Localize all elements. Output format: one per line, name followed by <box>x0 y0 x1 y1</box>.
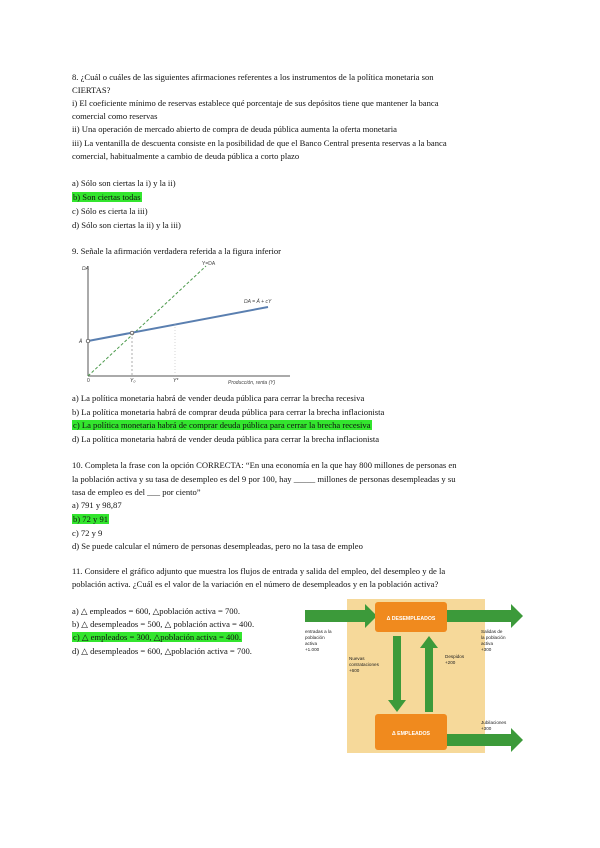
graph-origin-label: 0 <box>87 378 90 384</box>
graph-y-label: DA <box>82 266 89 272</box>
q8-statement-iii-line2: comercial, habitualmente a cambio de deuda pública a corto plazo <box>72 151 300 161</box>
outflow-label-4: +300 <box>481 647 492 652</box>
graph-da-label: DA = Ā + cY <box>244 299 272 305</box>
q9-option-d[interactable]: d) La política monetaria habrá de vender deuda pública para cerrar la brecha inflacionista <box>72 434 380 444</box>
layoffs-label-2: +200 <box>445 660 456 665</box>
q9-option-b[interactable]: b) La política monetaria habrá de comprar deuda pública para cerrar la brecha inflacionista <box>72 407 385 417</box>
graph-intercept-label: Ā <box>79 339 83 345</box>
outflow-label-1: Salidas de <box>481 629 503 634</box>
inflow-arrow <box>305 604 377 628</box>
q9-keynesian-cross-graph <box>78 258 303 390</box>
layoffs-label-1: Despidos <box>445 654 465 659</box>
q11-stem-line1: 11. Considere el gráfico adjunto que muestra los flujos de entrada y salida del empleo, del desempleo y de la <box>72 566 446 576</box>
inflow-label-3: activa <box>305 641 318 646</box>
graph-x1-label: Y₀ <box>130 378 136 384</box>
inflow-label-4: +1.000 <box>305 647 320 652</box>
q10-stem-line2: la población activa y su tasa de desempleo es del 9 por 100, hay _____ millones de personas desempleadas y su <box>72 474 456 484</box>
graph-45-degree-line <box>88 266 206 376</box>
q10-stem-line3: tasa de empleo es del ___ por ciento” <box>72 487 201 497</box>
outflow-label-3: activa <box>481 641 494 646</box>
inflow-label-2: población <box>305 635 325 640</box>
retirement-label-1: Jubilaciones <box>481 720 507 725</box>
q11-option-c[interactable] <box>72 632 242 643</box>
unemployed-box-label: Δ DESEMPLEADOS <box>386 616 436 622</box>
q11-option-b[interactable]: b) △ desempleados = 500, △ población activa = 400. <box>72 619 255 629</box>
outflow-label-2: la población <box>481 635 506 640</box>
q8-stem-line2: CIERTAS? <box>72 85 111 95</box>
q9-stem: 9. Señale la afirmación verdadera referida a la figura inferior <box>72 246 281 256</box>
q8-option-c[interactable]: c) Sólo es cierta la iii) <box>72 206 148 216</box>
q8-option-d[interactable]: d) Sólo son ciertas la ii) y la iii) <box>72 220 181 230</box>
q9-option-c-text: c) La política monetaria habrá de comprar deuda pública para cerrar la brecha recesiva <box>73 420 371 430</box>
q10-option-c[interactable]: c) 72 y 9 <box>72 528 103 538</box>
retirement-label-2: +300 <box>481 726 492 731</box>
q10-option-b[interactable] <box>72 514 109 525</box>
q10-option-d[interactable]: d) Se puede calcular el número de personas desempleadas, pero no la tasa de empleo <box>72 541 363 551</box>
hires-label-3: +600 <box>349 668 360 673</box>
inflow-label-1: entradas a la <box>305 629 332 634</box>
q11-option-c-text: c) △ empleados = 300, △población activa = 400. <box>73 632 242 642</box>
q10-stem-line1: 10. Completa la frase con la opción CORRECTA: “En una economía en la que hay 800 millones de personas en <box>72 460 457 470</box>
q11-labor-flow-diagram <box>305 596 525 756</box>
q8-option-a[interactable]: a) Sólo son ciertas la i) y la ii) <box>72 178 176 188</box>
q11-option-d[interactable]: d) △ desempleados = 600, △población activa = 700. <box>72 646 252 656</box>
graph-intercept-point <box>86 339 90 343</box>
q8-statement-i-line2: comercial como reservas <box>72 111 158 121</box>
q8-option-b-text: b) Son ciertas todas <box>73 192 141 202</box>
q8-statement-iii-line1: iii) La ventanilla de descuenta consiste en la posibilidad de que el Banco Central presenta reservas a la banca <box>72 138 447 148</box>
q11-stem-line2: población activa. ¿Cuál es el valor de la variación en el número de desempleados y en la población activa? <box>72 579 439 589</box>
q10-option-b-text: b) 72 y 91 <box>73 514 109 524</box>
hires-label-2: contrataciones <box>349 662 379 667</box>
graph-45-label: Y=DA <box>202 261 216 267</box>
q8-stem-line1: 8. ¿Cuál o cuáles de las siguientes afirmaciones referentes a los instrumentos de la política monetaria son <box>72 72 434 82</box>
hires-label-1: Nuevas <box>349 656 365 661</box>
q11-option-a[interactable]: a) △ empleados = 600, △población activa = 700. <box>72 606 241 616</box>
q9-option-c[interactable] <box>72 420 372 431</box>
q8-option-b[interactable] <box>72 192 142 203</box>
q8-statement-i-line1: i) El coeficiente mínimo de reservas establece qué porcentaje de sus depósitos tiene que mantener la banca <box>72 98 439 108</box>
graph-x-label: Producción, renta (Y) <box>228 380 276 386</box>
employed-box-label: Δ EMPLEADOS <box>391 731 431 737</box>
q9-option-a[interactable]: a) La política monetaria habrá de vender deuda pública para cerrar la brecha recesiva <box>72 393 365 403</box>
graph-da-line <box>88 307 268 341</box>
graph-x2-label: Y* <box>173 378 179 384</box>
q10-option-a[interactable]: a) 791 y 98,87 <box>72 500 122 510</box>
q8-statement-ii: ii) Una operación de mercado abierto de compra de deuda pública aumenta la oferta monetaria <box>72 124 397 134</box>
